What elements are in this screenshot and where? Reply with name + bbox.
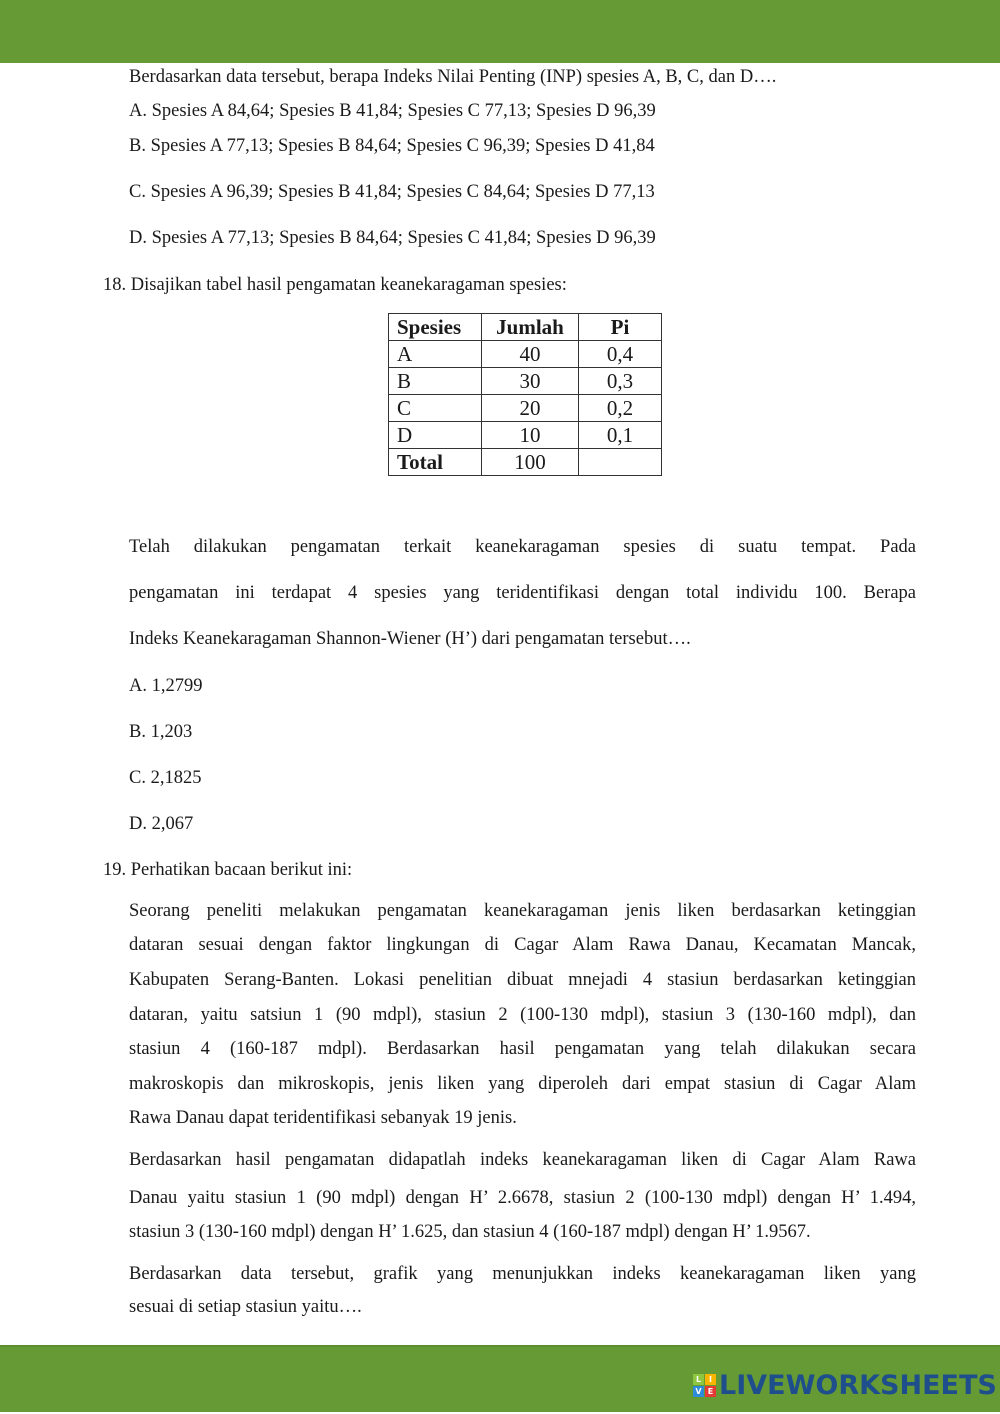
cell-jumlah: 20: [482, 395, 579, 422]
q19-p2-line-3: stasiun 3 (130-160 mdpl) dengan H’ 1.625, dan stasiun 4 (160-187 mdpl) dengan H’ 1.9567.: [129, 1222, 811, 1242]
q17-prompt: Berdasarkan data tersebut, berapa Indeks Nilai Penting (INP) spesies A, B, C, dan D….: [129, 67, 777, 87]
logo-block-v: V: [693, 1386, 704, 1397]
cell-total-jumlah: 100: [482, 449, 579, 476]
cell-total-label: Total: [389, 449, 482, 476]
cell-pi: 0,3: [579, 368, 662, 395]
column-header-jumlah: Jumlah: [482, 314, 579, 341]
q19-p1-line-4: dataran, yaitu satsiun 1 (90 mdpl), stasiun 2 (100-130 mdpl), stasiun 3 (130-160 mdpl), dan: [129, 1005, 916, 1025]
logo-text: LIVEWORKSHEETS: [719, 1370, 997, 1401]
cell-jumlah: 40: [482, 341, 579, 368]
species-table: [388, 313, 662, 476]
cell-pi: 0,2: [579, 395, 662, 422]
logo-block-i: I: [705, 1374, 716, 1385]
q19-heading: 19. Perhatikan bacaan berikut ini:: [103, 860, 353, 880]
q17-option-b[interactable]: B. Spesies A 77,13; Spesies B 84,64; Spesies C 96,39; Spesies D 41,84: [129, 136, 655, 156]
table-row: [389, 422, 662, 449]
q18-option-c[interactable]: C. 2,1825: [129, 768, 202, 788]
cell-spesies: D: [389, 422, 482, 449]
cell-jumlah: 10: [482, 422, 579, 449]
q18-paragraph-line-3: Indeks Keanekaragaman Shannon-Wiener (H’) dari pengamatan tersebut….: [129, 629, 691, 649]
column-header-pi: Pi: [579, 314, 662, 341]
table-row: [389, 395, 662, 422]
q17-option-c[interactable]: C. Spesies A 96,39; Spesies B 41,84; Spesies C 84,64; Spesies D 77,13: [129, 182, 655, 202]
q19-p1-line-5: stasiun 4 (160-187 mdpl). Berdasarkan hasil pengamatan yang telah dilakukan secara: [129, 1039, 916, 1059]
logo-block-e: E: [705, 1386, 716, 1397]
cell-spesies: A: [389, 341, 482, 368]
q19-p1-line-7: Rawa Danau dapat teridentifikasi sebanyak 19 jenis.: [129, 1108, 517, 1128]
q19-p1-line-3: Kabupaten Serang-Banten. Lokasi penelitian dibuat mnejadi 4 stasiun berdasarkan ketinggian: [129, 970, 916, 990]
cell-pi: 0,4: [579, 341, 662, 368]
cell-spesies: B: [389, 368, 482, 395]
q19-p2-line-2: Danau yaitu stasiun 1 (90 mdpl) dengan H’ 2.6678, stasiun 2 (100-130 mdpl) dengan H’ 1.494,: [129, 1188, 916, 1208]
q19-p2-line-1: Berdasarkan hasil pengamatan didapatlah indeks keanekaragaman liken di Cagar Alam Rawa: [129, 1150, 916, 1170]
q19-p3-line-2: sesuai di setiap stasiun yaitu….: [129, 1297, 362, 1317]
cell-spesies: C: [389, 395, 482, 422]
q19-p1-line-2: dataran sesuai dengan faktor lingkungan di Cagar Alam Rawa Danau, Kecamatan Mancak,: [129, 935, 916, 955]
cell-pi: 0,1: [579, 422, 662, 449]
table-total-row: [389, 449, 662, 476]
column-header-spesies: Spesies: [389, 314, 482, 341]
logo-block-l: L: [693, 1374, 704, 1385]
table-row: [389, 368, 662, 395]
q19-p3-line-1: Berdasarkan data tersebut, grafik yang menunjukkan indeks keanekaragaman liken yang: [129, 1264, 916, 1284]
cell-jumlah: 30: [482, 368, 579, 395]
q19-p1-line-1: Seorang peneliti melakukan pengamatan keanekaragaman jenis liken berdasarkan ketinggian: [129, 901, 916, 921]
header-bar: [0, 0, 1000, 63]
live-blocks-icon: [693, 1374, 716, 1397]
liveworksheets-logo[interactable]: [693, 1372, 997, 1399]
table-header-row: [389, 314, 662, 341]
q17-option-a[interactable]: A. Spesies A 84,64; Spesies B 41,84; Spesies C 77,13; Spesies D 96,39: [129, 101, 656, 121]
q18-paragraph-line-1: Telah dilakukan pengamatan terkait keanekaragaman spesies di suatu tempat. Pada: [129, 537, 916, 557]
q18-heading: 18. Disajikan tabel hasil pengamatan keanekaragaman spesies:: [103, 275, 567, 295]
q18-option-d[interactable]: D. 2,067: [129, 814, 194, 834]
q19-p1-line-6: makroskopis dan mikroskopis, jenis liken yang diperoleh dari empat stasiun di Cagar Alam: [129, 1074, 916, 1094]
q18-option-a[interactable]: A. 1,2799: [129, 676, 203, 696]
table-row: [389, 341, 662, 368]
q17-option-d[interactable]: D. Spesies A 77,13; Spesies B 84,64; Spesies C 41,84; Spesies D 96,39: [129, 228, 656, 248]
q18-paragraph-line-2: pengamatan ini terdapat 4 spesies yang teridentifikasi dengan total individu 100. Berapa: [129, 583, 916, 603]
q18-option-b[interactable]: B. 1,203: [129, 722, 193, 742]
cell-total-pi: [579, 449, 662, 476]
